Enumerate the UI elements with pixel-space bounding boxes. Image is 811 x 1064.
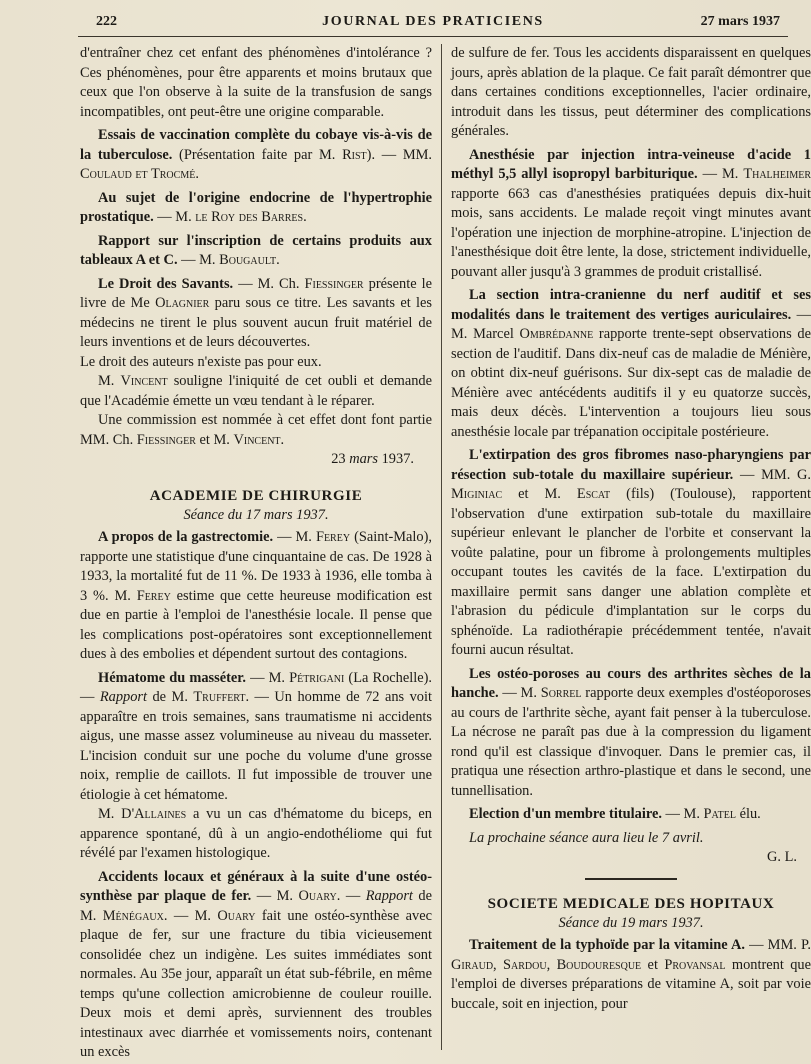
author-name: Ouary: [298, 888, 337, 904]
running-header: [78, 10, 788, 37]
article-anesthesie: Anesthésie par injection intra-veineuse d'acide 1 méthyl 5,5 allyl isopropyl barbiturique. — M. Thalheimer rapporte 663 cas d'anesthésies pratiquées depuis dix-huit mois, sans accidents. Le malade reçoit vingt minutes avant l'opération une injection de morphine-atropine. L'injection de l'anesthésique doit être lente, la dose, strictement individuelle, pouvant aller jusqu'à 3 grammes de produit cristallisé.: [451, 146, 811, 280]
article-title: A propos de la gastrectomie.: [98, 529, 274, 545]
article-title: Essais de vaccination complète du cobaye vis-à-vis de la tuberculose.: [80, 127, 432, 163]
article-rapport: Rapport sur l'inscription de certains produits aux tableaux A et C. — M. Bougault.: [80, 232, 432, 268]
author-name: Fiessinger: [136, 431, 196, 448]
author-name: Coulaud et Trocmé: [80, 166, 196, 182]
paragraph: M. D'Allaines a vu un cas d'hématome du biceps, en apparence spontané, dû à un angio-endothéliome qui fut révélé par l'examen histologique.: [80, 806, 432, 861]
author-name: Escat: [576, 486, 611, 502]
section-subheading: Séance du 17 mars 1937.: [183, 506, 329, 523]
article-title: Traitement de la typhoïde par la vitamine A.: [469, 937, 745, 953]
author-name: Rist: [342, 146, 367, 163]
section-subheading: Séance du 19 mars 1937.: [558, 914, 704, 931]
left-column: [80, 44, 432, 1063]
column-divider: [441, 44, 442, 1050]
section-heading: SOCIETE MEDICALE DES HOPITAUX: [487, 895, 775, 912]
article-title: Election d'un membre titulaire.: [469, 806, 662, 822]
article-fibromes: L'extirpation des gros fibromes naso-pharyngiens par résection sub-totale du maxillaire supérieur. — MM. G. Miginiac et M. Escat (fils) (Toulouse), rapportent l'observation d'une extirpation sub-totale du maxillaire supérieur enlevant le plancher de l'orbite et conservant la voûte palatine, pour un fibrome à prolongements multiples occupant toutes les cavités de la face. L'extirpation du maxillaire permit sans danger une ablation complète et l'abrasion du pédicule d'implantation sur le corps du sphénoïde. La radiothérapie précédemment tentée, n'avait fourni aucun résultat.: [451, 447, 811, 658]
author-name: Patel: [703, 806, 736, 822]
continued-paragraph: d'entraîner chez cet enfant des phénomènes d'intolérance ? Ces phénomènes, pour être apparents et moins brutaux que ceux que l'on observe à la suite de la transfusion de sangs incompatibles, ont peut-être une origine comparable.: [80, 45, 432, 120]
article-title: Le Droit des Savants.: [98, 275, 234, 292]
article-election: Election d'un membre titulaire. — M. Patel élu.: [469, 806, 761, 822]
author-name: Miginiac: [451, 486, 503, 502]
paragraph: Une commission est nommée à cet effet dont font partie MM. Ch. Fiessinger et M. Vincent.: [80, 412, 432, 448]
article-gastrectomie: A propos de la gastrectomie. — M. Ferey (Saint-Malo), rapporte une statistique d'une cinquantaine de cas. De 1928 à 1933, la mortalité fut de 11 %. De 1933 à 1936, elle tomba à 3 %. M. Ferey estime que cette heureuse modification est due en partie à l'emploi de l'anesthésie locale. Il pense que les complications post-opératoires sont exceptionnellement dues à des embolies et dépendent surtout des contagions.: [80, 529, 433, 662]
paragraph: Le droit des auteurs n'existe pas pour eux.: [80, 353, 322, 370]
article-title: Accidents locaux et généraux à la suite d'une ostéo-synthèse par plaque de fer.: [80, 868, 432, 904]
article-title: Au sujet de l'origine endocrine de l'hypertrophie prostatique.: [80, 189, 432, 225]
article-title: Les ostéo-poroses au cours des arthrites sèches de la hanche.: [451, 665, 811, 701]
right-column: [451, 44, 811, 1014]
author-name: D'Allaines: [121, 806, 187, 822]
author-name: Giraud, Sardou, Boudouresque: [451, 956, 642, 973]
section-separator: [585, 878, 677, 880]
article-title: L'extirpation des gros fibromes naso-pharyngiens par résection sub-totale du maxillaire supérieur.: [451, 447, 811, 483]
continued-paragraph: de sulfure de fer. Tous les accidents disparaissent en quelques jours, après ablation de la plaque. Ce fait paraît démontrer que dans certaines conditions exceptionnelles, l'acier ordinaire, introduit dans les tissus, peut déterminer des complications générales.: [451, 45, 811, 139]
article-title: Anesthésie par injection intra-veineuse d'acide 1 méthyl 5,5 allyl isopropyl barbiturique.: [451, 146, 811, 182]
article-osteoporoses: Les ostéo-poroses au cours des arthrites sèches de la hanche. — M. Sorrel rapporte deux exemples d'ostéoporoses au cours de l'arthrite sèche, ayant fait penser à la tuberculose. La nécrose ne paraît pas due à la compression du ligament rond qu'il est classique d'invoquer. Dans le premier cas, il pratiqua une résection arthro-plastique et dans le second, une tunnellisation.: [451, 665, 811, 799]
author-name: Vincent: [233, 431, 281, 448]
author-name: Ferey: [136, 587, 171, 604]
article-osteosynthese: Accidents locaux et généraux à la suite d'une ostéo-synthèse par plaque de fer. — M. Ouary. — Rapport de M. Ménégaux. — M. Ouary fait une ostéo-synthèse avec plaque de fer, sur une fracture du tibia vicieusement consolidée chez un indigène. Les suites immédiates sont normales. Au 35e jour, apparaît un état sub-fébrile, en même temps qu'une collection amicrobienne de couleur rouille. Deux mois et demi après, surviennent des troubles intestinaux avec diarrhée et vomissements noirs, contenant un excès: [80, 868, 433, 1060]
article-title: Hématome du masséter.: [98, 669, 246, 686]
author-name: Ombrédanne: [519, 326, 594, 342]
author-name: Ouary: [217, 907, 256, 924]
author-name: Thalheimer: [743, 166, 811, 182]
author-name: Ferey: [315, 529, 351, 545]
paragraph: M. Vincent souligne l'iniquité de cet oubli et demande que l'Académie émette un vœu tendant à le réparer.: [80, 373, 432, 409]
author-name: Truffert: [193, 689, 246, 705]
article-vaccination: Essais de vaccination complète du cobaye vis-à-vis de la tuberculose. (Présentation faite par M. Rist). — MM. Coulaud et Trocmé.: [80, 127, 433, 182]
author-name: Pétrigani: [289, 669, 345, 686]
issue-date: 27 mars 1937: [700, 14, 780, 29]
author-name: le Roy des Barres: [195, 209, 304, 225]
page-number: 222: [96, 14, 117, 29]
article-nerf-auditif: La section intra-cranienne du nerf auditif et ses modalités dans le traitement des vertiges auriculaires. — M. Marcel Ombrédanne rapporte trente-sept observations de section de l'auditif. Dans dix-neuf cas de maladie de Ménière, on obtint dix-neuf guérisons. Sur dix-sept cas de maladie de Ménière avec antécédents auditifs il y eu quatorze succès, mais deux décès. L'intervention a toujours lieu sous anesthésie locale par trépanation occipitale postérieure.: [451, 287, 811, 440]
signature: G. L.: [767, 849, 797, 865]
article-typhoide: Traitement de la typhoïde par la vitamine A. — MM. P. Giraud, Sardou, Boudouresque et Provansal montrent que l'emploi de diverses préparations de vitamine A, soit par voie buccale, soit en injection, pour: [451, 937, 811, 1012]
next-session-note: La prochaine séance aura lieu le 7 avril.: [469, 829, 704, 846]
author-name: Vincent: [120, 373, 168, 389]
article-title: La section intra-cranienne du nerf auditif et ses modalités dans le traitement des vertiges auriculaires.: [451, 287, 811, 323]
journal-title: JOURNAL DES PRATICIENS: [322, 14, 544, 29]
author-name: Olagnier: [155, 295, 210, 311]
author-name: Bougault: [219, 252, 277, 268]
author-name: Fiessinger: [304, 275, 364, 292]
author-name: Ménégaux: [102, 907, 164, 924]
article-title: Rapport sur l'inscription de certains produits aux tableaux A et C.: [80, 232, 432, 268]
session-date: 23 mars 1937.: [331, 451, 414, 467]
article-prostate: Au sujet de l'origine endocrine de l'hypertrophie prostatique. — M. le Roy des Barres.: [80, 189, 432, 225]
article-hematome: Hématome du masséter. — M. Pétrigani (La Rochelle). — Rapport de M. Truffert. — Un homme de 72 ans voit apparaître en trois semaines, sans traumatisme ni accidents aigus, une masse assez volumineuse au niveau du masseter. L'incision conduit sur une poche du volume d'une grosse noix, remplie de caillots. Il fut impossible de trouver une étiologie à cet hématome.: [80, 669, 433, 803]
author-name: Provansal: [664, 956, 726, 973]
article-droit: Le Droit des Savants. — M. Ch. Fiessinger présente le livre de Me Olagnier paru sous ce titre. Les savants et les médecins ne tirent le plus souvent aucun fruit matériel de leurs inventions et de leurs découvertes.: [80, 275, 433, 350]
author-name: Sorrel: [540, 685, 582, 701]
section-heading: ACADEMIE DE CHIRURGIE: [149, 487, 363, 504]
